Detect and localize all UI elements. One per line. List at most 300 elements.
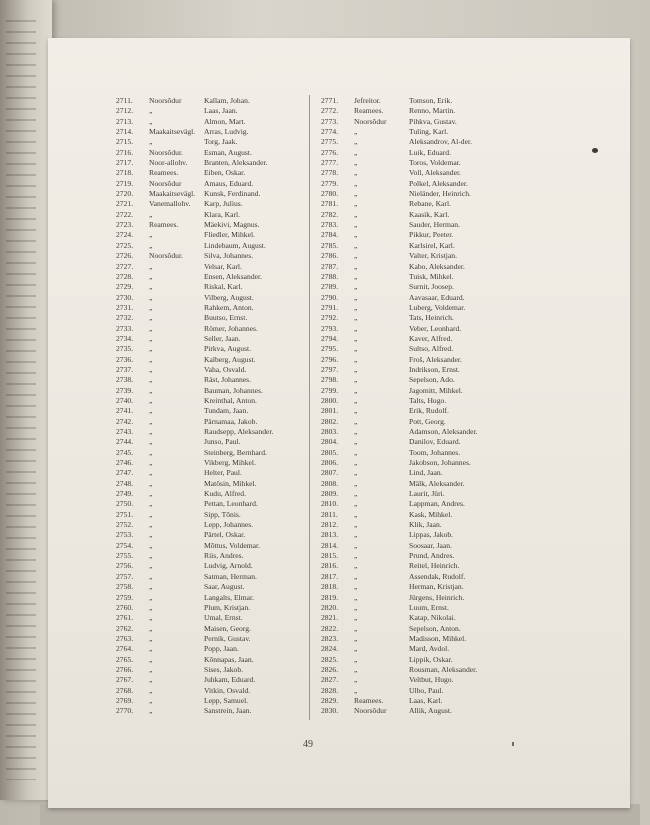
roster-num: 2803.	[321, 427, 339, 436]
roster-row	[321, 230, 531, 240]
roster-num: 2770.	[116, 706, 134, 716]
roster-row	[116, 427, 326, 437]
roster-name: Räst, Johannes.	[204, 375, 252, 385]
roster-name: Erik, Rudolf.	[409, 406, 449, 416]
roster-role: „	[149, 644, 153, 654]
roster-row	[116, 520, 326, 530]
roster-role: „	[149, 530, 153, 540]
roster-name: Almon, Mart.	[204, 116, 246, 126]
roster-num: 2757.	[116, 571, 134, 581]
roster-num: 2725.	[116, 240, 134, 250]
roster-role: „	[149, 499, 153, 509]
roster-name: Juhkam, Eduard.	[204, 675, 256, 685]
roster-role: „	[354, 395, 358, 405]
roster-role: „	[354, 509, 358, 519]
roster-row	[321, 499, 531, 509]
roster-row	[116, 468, 326, 478]
roster-num: 2798.	[321, 375, 339, 385]
roster-num: 2754.	[116, 540, 134, 550]
roster-name: Pihkva, Gustav.	[409, 116, 457, 126]
roster-name: Amaus, Eduard.	[204, 178, 254, 188]
roster-num: 2830.	[321, 706, 339, 716]
roster-name: Kõnnapas, Jaan.	[204, 654, 254, 664]
roster-role: „	[149, 447, 153, 457]
roster-num: 2753.	[116, 530, 134, 540]
roster-name: Satman, Herman.	[204, 571, 257, 581]
roster-num: 2751.	[116, 509, 134, 519]
roster-name: Mard, Avdol.	[409, 644, 450, 654]
roster-num: 2721.	[116, 199, 134, 209]
roster-num: 2736.	[116, 354, 134, 364]
roster-role: Maakaitsevägl.	[149, 189, 196, 199]
roster-row	[321, 293, 531, 303]
roster-name: Pirkva, August.	[204, 344, 252, 354]
roster-row	[321, 417, 531, 427]
roster-num: 2791.	[321, 302, 339, 312]
roster-num: 2805.	[321, 447, 339, 457]
roster-row	[116, 386, 326, 396]
roster-num: 2815.	[321, 551, 339, 561]
roster-row	[321, 665, 531, 675]
roster-role: „	[149, 395, 153, 405]
roster-row	[116, 282, 326, 292]
roster-role: „	[149, 540, 153, 550]
roster-row	[321, 251, 531, 261]
roster-role: Noor-allohv.	[149, 158, 188, 168]
roster-num: 2817.	[321, 571, 339, 581]
roster-num: 2760.	[116, 602, 134, 612]
roster-role: „	[149, 664, 153, 674]
roster-role: „	[354, 220, 358, 230]
roster-name: Danilov, Eduard.	[409, 437, 461, 447]
roster-num: 2804.	[321, 437, 339, 447]
roster-role: „	[354, 664, 358, 674]
roster-num: 2718.	[116, 168, 134, 178]
roster-role: „	[149, 571, 153, 581]
roster-name: Jakobson, Johannes.	[409, 458, 471, 468]
roster-num: 2783.	[321, 220, 339, 230]
roster-row	[321, 551, 531, 561]
roster-num: 2742.	[116, 416, 134, 426]
roster-role: „	[354, 427, 358, 436]
roster-row	[321, 148, 531, 158]
roster-row	[116, 448, 326, 458]
roster-row	[321, 437, 531, 447]
roster-name: Jürgens, Heinrich.	[409, 592, 465, 602]
roster-row	[321, 561, 531, 571]
roster-num: 2795.	[321, 344, 339, 354]
roster-name: Reitel, Heinrich.	[409, 561, 460, 571]
roster-role: „	[354, 633, 358, 643]
roster-role: „	[149, 551, 153, 561]
roster-role: „	[354, 137, 358, 147]
roster-row	[116, 241, 326, 251]
roster-row	[116, 137, 326, 147]
roster-num: 2780.	[321, 189, 339, 199]
roster-num: 2800.	[321, 395, 339, 405]
roster-name: Pärtel, Oskar.	[204, 530, 246, 540]
roster-row	[116, 613, 326, 623]
printer-mark	[512, 742, 514, 746]
roster-role: „	[354, 209, 358, 219]
roster-row	[116, 582, 326, 592]
roster-num: 2811.	[321, 509, 338, 519]
roster-name: Umal, Ernst.	[204, 613, 243, 623]
roster-name: Silva, Johannes.	[204, 251, 254, 261]
roster-row	[321, 520, 531, 530]
roster-num: 2809.	[321, 489, 339, 499]
roster-num: 2729.	[116, 282, 134, 292]
roster-row	[321, 582, 531, 592]
roster-num: 2761.	[116, 613, 134, 623]
roster-name: Kallam, Johan.	[204, 96, 250, 105]
roster-name: Lepp, Johannes.	[204, 520, 254, 530]
roster-name: Kudu, Alfred.	[204, 489, 246, 499]
roster-row	[116, 510, 326, 520]
roster-name: Junso, Paul.	[204, 437, 241, 447]
roster-num: 2737.	[116, 364, 134, 374]
previous-page-edge	[0, 0, 52, 800]
roster-role: „	[354, 158, 358, 168]
roster-row	[321, 396, 531, 406]
roster-name: Matõsin, Mihkel.	[204, 478, 257, 488]
roster-name: Mõttus, Voldemar.	[204, 540, 261, 550]
roster-num: 2769.	[116, 695, 134, 705]
roster-role: „	[149, 675, 153, 685]
roster-role: Noorsõdur.	[149, 147, 183, 157]
right-roster-column	[321, 96, 531, 717]
roster-num: 2813.	[321, 530, 339, 540]
roster-name: Pikkur, Peeter.	[409, 230, 454, 240]
roster-name: Vikberg, Mihkel.	[204, 458, 256, 468]
roster-role: „	[149, 116, 153, 126]
previous-page-text-lines	[6, 20, 36, 780]
roster-role: „	[354, 364, 358, 374]
roster-num: 2824.	[321, 644, 339, 654]
roster-role: „	[354, 571, 358, 581]
roster-row	[321, 137, 531, 147]
roster-role: „	[354, 168, 358, 178]
roster-row	[321, 117, 531, 127]
roster-num: 2778.	[321, 168, 339, 178]
roster-name: Laas, Karl.	[409, 695, 443, 705]
roster-name: Valter, Kristjan.	[409, 251, 457, 261]
roster-row	[321, 634, 531, 644]
roster-name: Klik, Jaan.	[409, 520, 442, 530]
roster-num: 2768.	[116, 685, 134, 695]
roster-num: 2820.	[321, 602, 339, 612]
roster-row	[321, 468, 531, 478]
roster-row	[321, 210, 531, 220]
roster-row	[321, 303, 531, 313]
roster-role: „	[354, 447, 358, 457]
roster-num: 2746.	[116, 458, 134, 468]
roster-row	[116, 303, 326, 313]
roster-name: Pettan, Leonhard.	[204, 499, 258, 509]
roster-num: 2792.	[321, 313, 339, 323]
roster-num: 2763.	[116, 633, 134, 643]
roster-row	[116, 375, 326, 385]
roster-role: „	[354, 685, 358, 695]
roster-row	[321, 613, 531, 623]
roster-name: Tomson, Erik.	[409, 96, 453, 105]
roster-name: Römer, Johannes.	[204, 323, 258, 333]
roster-name: Steinberg, Bernhard.	[204, 447, 267, 457]
roster-name: Talts, Hugo.	[409, 395, 447, 405]
roster-num: 2712.	[116, 106, 134, 116]
roster-row	[116, 251, 326, 261]
roster-row	[116, 686, 326, 696]
roster-name: Froš, Aleksander.	[409, 354, 462, 364]
roster-role: Reamees.	[149, 220, 179, 230]
roster-name: Lind, Jaan.	[409, 468, 443, 478]
roster-num: 2765.	[116, 654, 134, 664]
roster-num: 2714.	[116, 127, 134, 137]
roster-role: „	[354, 458, 358, 468]
roster-num: 2810.	[321, 499, 339, 509]
ink-spot	[592, 148, 598, 153]
roster-role: „	[149, 106, 153, 116]
roster-row	[116, 313, 326, 323]
roster-num: 2816.	[321, 561, 339, 571]
roster-row	[116, 479, 326, 489]
roster-name: Ulbo, Paul.	[409, 685, 444, 695]
roster-row	[116, 675, 326, 685]
roster-role: „	[149, 613, 153, 623]
roster-row	[321, 706, 531, 716]
roster-num: 2818.	[321, 582, 339, 592]
roster-row	[116, 572, 326, 582]
roster-role: Noorsõdur	[354, 706, 387, 716]
roster-name: Katap, Nikolai.	[409, 613, 456, 623]
roster-num: 2788.	[321, 271, 339, 281]
roster-row	[321, 365, 531, 375]
roster-role: „	[354, 199, 358, 209]
roster-role: Vanemallohv.	[149, 199, 191, 209]
roster-role: Jefreitor.	[354, 96, 381, 105]
roster-row	[321, 262, 531, 272]
roster-name: Herman, Kristjan.	[409, 582, 464, 592]
roster-name: Pernik, Gustav.	[204, 633, 251, 643]
roster-role: „	[149, 478, 153, 488]
roster-num: 2771.	[321, 96, 339, 105]
roster-num: 2726.	[116, 251, 134, 261]
roster-role: „	[149, 416, 153, 426]
roster-role: Noorsõdur.	[149, 251, 183, 261]
roster-num: 2762.	[116, 623, 134, 633]
roster-num: 2711.	[116, 96, 133, 105]
roster-name: Surnit, Joosep.	[409, 282, 454, 292]
roster-role: „	[149, 520, 153, 530]
roster-name: Saar, August.	[204, 582, 245, 592]
roster-name: Kunsk, Ferdinand.	[204, 189, 261, 199]
roster-row	[116, 344, 326, 354]
roster-row	[321, 355, 531, 365]
roster-row	[116, 417, 326, 427]
roster-num: 2738.	[116, 375, 134, 385]
roster-role: „	[149, 271, 153, 281]
roster-row	[116, 593, 326, 603]
roster-name: Mäekivi, Magnus.	[204, 220, 260, 230]
roster-role: Reamees.	[354, 695, 384, 705]
roster-num: 2779.	[321, 178, 339, 188]
roster-num: 2722.	[116, 209, 134, 219]
roster-role: „	[354, 499, 358, 509]
roster-row	[321, 179, 531, 189]
roster-num: 2766.	[116, 664, 134, 674]
roster-row	[116, 230, 326, 240]
roster-role: „	[354, 354, 358, 364]
roster-name: Mälk, Aleksander.	[409, 478, 465, 488]
roster-num: 2785.	[321, 240, 339, 250]
roster-role: „	[354, 437, 358, 447]
roster-row	[116, 665, 326, 675]
roster-name: Toom, Johannes.	[409, 447, 461, 457]
roster-row	[116, 117, 326, 127]
roster-row	[321, 272, 531, 282]
roster-role: „	[149, 489, 153, 499]
roster-num: 2794.	[321, 333, 339, 343]
roster-name: Kreinthal, Anton.	[204, 395, 257, 405]
roster-num: 2744.	[116, 437, 134, 447]
roster-role: „	[149, 344, 153, 354]
roster-name: Tats, Heinrich.	[409, 313, 454, 323]
roster-row	[116, 489, 326, 499]
roster-num: 2764.	[116, 644, 134, 654]
roster-row	[116, 262, 326, 272]
roster-name: Fliedler, Mihkel.	[204, 230, 255, 240]
roster-name: Kask, Mihkel.	[409, 509, 453, 519]
roster-name: Seller, Jaan.	[204, 333, 241, 343]
roster-name: Laurit, Jüri.	[409, 489, 445, 499]
roster-role: „	[354, 613, 358, 623]
roster-row	[321, 644, 531, 654]
roster-num: 2747.	[116, 468, 134, 478]
roster-role: „	[354, 240, 358, 250]
roster-role: „	[149, 458, 153, 468]
roster-role: „	[149, 623, 153, 633]
roster-num: 2734.	[116, 333, 134, 343]
roster-row	[321, 168, 531, 178]
roster-name: Arras, Ludvig.	[204, 127, 249, 137]
roster-row	[116, 530, 326, 540]
roster-row	[116, 220, 326, 230]
roster-role: „	[149, 354, 153, 364]
roster-row	[321, 510, 531, 520]
roster-row	[321, 696, 531, 706]
roster-name: Veltbut, Hugo.	[409, 675, 454, 685]
roster-row	[321, 199, 531, 209]
roster-name: Lippik, Oskar.	[409, 654, 453, 664]
roster-role: Noorsõdur	[354, 116, 387, 126]
roster-role: „	[149, 240, 153, 250]
roster-row	[116, 127, 326, 137]
roster-num: 2743.	[116, 427, 134, 436]
roster-role: „	[354, 282, 358, 292]
roster-role: „	[354, 292, 358, 302]
roster-row	[116, 561, 326, 571]
roster-num: 2806.	[321, 458, 339, 468]
roster-row	[116, 324, 326, 334]
roster-row	[116, 168, 326, 178]
roster-row	[116, 706, 326, 716]
roster-role: „	[149, 582, 153, 592]
roster-role: „	[354, 271, 358, 281]
roster-row	[321, 593, 531, 603]
roster-num: 2741.	[116, 406, 134, 416]
roster-row	[321, 427, 531, 437]
roster-name: Veber, Leonhard.	[409, 323, 462, 333]
roster-row	[321, 530, 531, 540]
roster-num: 2731.	[116, 302, 134, 312]
roster-row	[321, 282, 531, 292]
roster-num: 2745.	[116, 447, 134, 457]
roster-row	[321, 344, 531, 354]
roster-role: „	[354, 251, 358, 261]
roster-num: 2825.	[321, 654, 339, 664]
roster-name: Lindebaum, August.	[204, 240, 266, 250]
roster-num: 2829.	[321, 695, 339, 705]
roster-row	[116, 624, 326, 634]
roster-name: Maisen, Georg.	[204, 623, 251, 633]
roster-role: „	[354, 406, 358, 416]
roster-role: Reamees.	[354, 106, 384, 116]
roster-role: „	[149, 375, 153, 385]
roster-row	[116, 355, 326, 365]
roster-role: „	[354, 127, 358, 137]
roster-num: 2782.	[321, 209, 339, 219]
roster-num: 2784.	[321, 230, 339, 240]
roster-row	[321, 572, 531, 582]
roster-role: „	[354, 468, 358, 478]
roster-name: Adamson, Aleksander.	[409, 427, 478, 436]
roster-num: 2717.	[116, 158, 134, 168]
roster-row	[321, 479, 531, 489]
roster-name: Karp, Julius.	[204, 199, 243, 209]
roster-num: 2730.	[116, 292, 134, 302]
roster-role: „	[149, 323, 153, 333]
roster-row	[116, 179, 326, 189]
roster-row	[116, 437, 326, 447]
roster-name: Kaver, Alfred.	[409, 333, 453, 343]
roster-role: „	[354, 551, 358, 561]
roster-role: „	[149, 313, 153, 323]
roster-name: Raudsepp, Aleksander.	[204, 427, 274, 436]
roster-row	[116, 603, 326, 613]
roster-role: „	[149, 137, 153, 147]
roster-role: „	[354, 478, 358, 488]
roster-row	[116, 189, 326, 199]
roster-role: „	[149, 333, 153, 343]
roster-num: 2735.	[116, 344, 134, 354]
roster-row	[116, 158, 326, 168]
roster-num: 2720.	[116, 189, 134, 199]
roster-num: 2776.	[321, 147, 339, 157]
roster-row	[321, 241, 531, 251]
roster-role: „	[354, 344, 358, 354]
roster-row	[116, 272, 326, 282]
roster-name: Toros, Voldemar.	[409, 158, 461, 168]
roster-row	[116, 106, 326, 116]
roster-row	[116, 365, 326, 375]
roster-role: „	[354, 675, 358, 685]
roster-name: Velsar, Karl.	[204, 261, 242, 271]
roster-row	[321, 96, 531, 106]
roster-num: 2772.	[321, 106, 339, 116]
roster-row	[116, 334, 326, 344]
roster-num: 2715.	[116, 137, 134, 147]
roster-name: Ensen, Aleksander.	[204, 271, 262, 281]
